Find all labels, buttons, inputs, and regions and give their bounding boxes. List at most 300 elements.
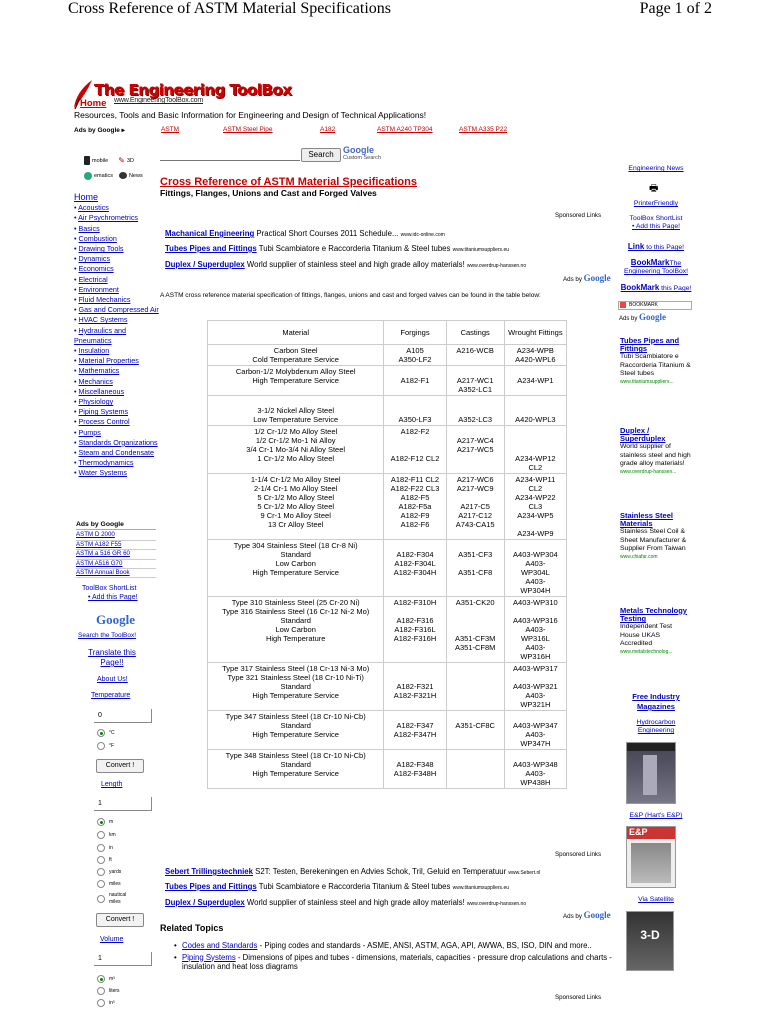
cell-line — [386, 607, 443, 616]
table-cell — [384, 345, 446, 366]
right-ad[interactable]: Stainless Steel Materials Stainless Steel Coil & Sheet Manufacturer & Supplier From Taiwan www.chiafar.com — [620, 511, 687, 561]
mobile-link[interactable]: mobile — [92, 157, 109, 164]
table-cell — [446, 474, 504, 540]
cell-line: High Temperature Service — [252, 376, 339, 385]
table-cell — [208, 366, 384, 396]
cell-line: CL2 — [528, 463, 543, 472]
table-cell — [208, 396, 384, 426]
cell-line: A403-WP317 — [513, 664, 558, 673]
cell-line: Type 317 Stainless Steel (18 Cr-13 Ni-3 Mo) — [222, 664, 370, 673]
share-bookmark-button[interactable]: BOOKMARK — [618, 301, 692, 310]
cell-line: A182-F304L — [394, 559, 436, 568]
sponsored-ad[interactable]: Duplex / Superduplex World supplier of stainless steel and high grade alloy materials! www.overdrup-hanssen.no — [165, 898, 527, 907]
cell-line: A182-F310H — [393, 598, 437, 607]
page-header-title: Cross Reference of ASTM Material Specifications — [68, 0, 392, 17]
cell-line: WP304H — [520, 586, 551, 595]
nav-item[interactable]: • Physiology — [74, 397, 114, 407]
cell-line: A182-F1 — [400, 376, 430, 385]
cell-line: Standard — [280, 721, 311, 730]
cell-line: WP316H — [520, 652, 551, 661]
cell-line: A182-F2 — [400, 427, 430, 436]
cell-line — [386, 445, 443, 454]
unit-radio-in3[interactable]: in³ — [97, 999, 115, 1007]
cell-line: A217-WC9 — [456, 484, 494, 493]
printer-icon[interactable]: 🖶 — [649, 183, 659, 194]
cell-line — [449, 673, 502, 682]
cell-line — [507, 712, 564, 721]
nav-item[interactable]: • Water Systems — [74, 468, 127, 478]
cell-line: High Temperature — [265, 634, 326, 643]
cell-line: 2-1/4 Cr-1 Mo Alloy Steel — [254, 484, 338, 493]
table-row — [208, 474, 567, 540]
table-row — [208, 663, 567, 711]
cell-line: 3-1/2 Nickel Alloy Steel — [257, 406, 335, 415]
ads-by-google-label: Ads by Google ▸ — [74, 127, 125, 134]
cell-line: 1/2 Cr-1/2 Mo-1 Ni Alloy — [255, 436, 336, 445]
nav-item[interactable]: • Steam and Condensate — [74, 448, 155, 458]
cell-line: 13 Cr Alloy Steel — [267, 520, 324, 529]
ep-cover-logo: E&P — [627, 827, 675, 839]
logo-home-link[interactable]: Home — [80, 98, 107, 109]
share-icon — [620, 302, 626, 308]
table-cell — [504, 474, 566, 540]
cell-line — [386, 406, 443, 415]
cell-line — [449, 397, 502, 406]
sketchup-icon[interactable] — [84, 172, 92, 180]
cell-line: Low Temperature Service — [253, 415, 339, 424]
cell-line: A351-CK20 — [455, 598, 495, 607]
cell-line — [449, 625, 502, 634]
cell-line: A403-WP347 — [513, 721, 558, 730]
left-ad-link[interactable]: ASTM a 516 GR 60 — [76, 550, 156, 559]
left-ad-link[interactable]: ASTM Annual Book — [76, 569, 156, 578]
ads-by-google-right[interactable]: Ads by Google — [619, 312, 667, 322]
cell-line — [449, 682, 502, 691]
cell-line: 1-1/4 Cr-1/2 Mo Alloy Steel — [250, 475, 341, 484]
cell-line: Standard — [280, 616, 311, 625]
cell-line: A403-WP304 — [513, 550, 558, 559]
table-cell — [384, 711, 446, 750]
table-cell — [446, 345, 504, 366]
cell-line — [449, 427, 502, 436]
unit-radio-length[interactable]: m — [97, 818, 113, 826]
unit-radio-length[interactable]: km — [97, 831, 116, 839]
nav-item[interactable]: • Process Control — [74, 417, 130, 427]
cell-line: A182-F347H — [393, 730, 437, 739]
nav-item[interactable]: • Pumps — [74, 427, 101, 437]
cell-line: WP347H — [520, 739, 551, 748]
site-tagline: Resources, Tools and Basic Information for Engineering and Design of Technical Applications! — [74, 110, 427, 120]
cell-line — [449, 616, 502, 625]
cell-line — [507, 367, 564, 376]
table-row — [208, 597, 567, 663]
table-row — [208, 711, 567, 750]
google-logo[interactable]: Google — [96, 612, 135, 627]
unit-radio-length[interactable]: yards — [97, 868, 121, 876]
cell-line — [449, 691, 502, 700]
left-ad-link[interactable]: ASTM A516 G70 — [76, 560, 156, 569]
cell-line: Carbon-1/2 Molybdenum Alloy Steel — [235, 367, 356, 376]
icon-links — [84, 154, 156, 182]
news-icon[interactable] — [119, 172, 127, 179]
length-input[interactable]: 1 — [94, 797, 152, 811]
shortlist-link[interactable]: ToolBox ShortList — [82, 585, 137, 592]
top-ad-link[interactable]: ASTM A335 P22 — [459, 126, 508, 133]
top-ad-link[interactable]: ASTM — [161, 126, 180, 133]
temperature-input[interactable]: 0 — [94, 709, 152, 723]
table-cell — [208, 597, 384, 663]
unit-radio-liters[interactable]: liters — [97, 987, 120, 995]
add-page-link[interactable]: • Add this Page! — [88, 594, 138, 601]
top-ad-link[interactable]: ASTM A240 TP304 — [377, 126, 433, 133]
cell-line: A234-WP5 — [517, 511, 554, 520]
column-header: Castings — [446, 321, 504, 345]
cell-line: A182-F321 — [396, 682, 434, 691]
hydrocarbon-engineering-link[interactable]: Hydrocarbon Engineering — [636, 719, 676, 735]
sponsored-ad[interactable]: Tubes Pipes and Fittings Tubi Scambiatore e Raccorderia Titanium & Steel tubes www.titaniumsuppliers.eu — [165, 882, 510, 891]
cell-line: 5 Cr-1/2 Mo Alloy Steel — [257, 502, 335, 511]
table-cell — [504, 396, 566, 426]
table-cell — [384, 540, 446, 597]
nav-item[interactable]: • Fluid Mechanics — [74, 295, 131, 305]
cell-line: A403- — [525, 730, 546, 739]
bookmark-toolbox-link[interactable]: BookMarkThe Engineering ToolBox! — [623, 258, 689, 275]
column-header: Forgings — [384, 321, 446, 345]
related-topics-heading: Related Topics — [160, 923, 224, 933]
table-cell — [446, 426, 504, 474]
left-nav — [74, 192, 160, 479]
mobile-icon[interactable] — [84, 156, 90, 165]
table-cell — [446, 597, 504, 663]
cell-line: 5 Cr-1/2 Mo Alloy Steel — [257, 493, 335, 502]
cell-line: 1 Cr-1/2 Mo Alloy Steel — [257, 454, 335, 463]
cell-line — [449, 454, 502, 463]
cell-line — [449, 751, 502, 760]
top-ad-link[interactable]: A182 — [320, 126, 336, 133]
unit-radio-m3[interactable]: m³ — [97, 975, 115, 983]
table-cell — [446, 711, 504, 750]
cell-line — [386, 673, 443, 682]
cell-line — [386, 712, 443, 721]
table-cell — [504, 345, 566, 366]
cell-line — [449, 607, 502, 616]
cell-line — [449, 406, 502, 415]
left-ads-block — [76, 521, 156, 578]
nav-item[interactable]: • Drawing Tools — [74, 244, 124, 254]
left-shortlist — [82, 584, 160, 602]
cell-line — [507, 436, 564, 445]
related-topic-link[interactable]: Piping Systems — [182, 952, 236, 962]
nav-item[interactable]: • Economics — [74, 264, 114, 274]
unit-radio-length[interactable]: miles — [97, 880, 121, 888]
nav-item[interactable]: • Miscellaneous — [74, 386, 125, 396]
cell-line: A403- — [525, 577, 546, 586]
news-link[interactable]: News — [128, 172, 143, 179]
cell-line: A182-F316 — [396, 616, 434, 625]
cell-line: A351-CF8 — [458, 568, 493, 577]
pdf-page-header — [68, 0, 712, 20]
table-cell — [208, 345, 384, 366]
cell-line: A182-F11 CL2 — [390, 475, 440, 484]
cell-line — [507, 397, 564, 406]
nav-item[interactable]: • Basics — [74, 223, 100, 233]
unit-radio-length[interactable]: in — [97, 844, 113, 852]
cell-line: CL2 — [528, 484, 543, 493]
logo-url[interactable]: www.EngineeringToolBox.com — [114, 97, 203, 104]
related-topics-list — [174, 941, 620, 974]
nav-item[interactable]: • Combustion — [74, 233, 117, 243]
nav-item[interactable]: • Gas and Compressed Air — [74, 305, 159, 315]
nav-item[interactable]: • Environment — [74, 284, 119, 294]
table-cell — [384, 474, 446, 540]
engineering-news-link[interactable]: Engineering News — [628, 165, 684, 172]
cell-line — [449, 712, 502, 721]
left-ad-link[interactable]: ASTM A182 F55 — [76, 541, 156, 550]
nav-item[interactable]: • Air Psychrometrics — [74, 213, 139, 223]
related-topic-link[interactable]: Codes and Standards — [182, 941, 258, 950]
astm-cross-reference-table — [207, 320, 567, 789]
cell-line: A182-F9 — [400, 511, 430, 520]
nav-home-link[interactable]: Home — [74, 192, 99, 202]
link-to-page[interactable]: Link to this Page! — [627, 242, 685, 251]
cell-line — [386, 436, 443, 445]
volume-label[interactable]: Volume — [100, 936, 124, 943]
pencil-3d-icon[interactable]: ✎ — [118, 155, 125, 165]
right-ad[interactable]: Duplex / Superduplex World supplier of stainless steel and high grade alloy materials! www.overdrup-hanssen... — [620, 426, 691, 476]
table-cell — [504, 750, 566, 789]
cell-line: A403-WP316 — [513, 616, 558, 625]
cell-line: A351-CF8M — [454, 643, 496, 652]
cell-line: A182-F316H — [393, 634, 437, 643]
convert-temperature-button[interactable]: Convert ! — [96, 759, 144, 773]
nav-item[interactable]: • Insulation — [74, 346, 110, 356]
table-row — [208, 345, 567, 366]
table-cell — [208, 540, 384, 597]
cell-line — [507, 445, 564, 454]
cell-line: Standard — [280, 550, 311, 559]
ads-by-google[interactable]: Ads by Google — [563, 910, 611, 920]
related-topic-item: • Codes and Standards - Piping codes and standards - ASME, ANSI, ASTM, AGA, API, AWWA, BS, ISO, DIN and more.. — [174, 941, 620, 951]
cell-line — [386, 664, 443, 673]
nav-item[interactable]: • Dynamics — [74, 254, 111, 264]
sponsored-ad[interactable]: Duplex / Superduplex World supplier of stainless steel and high grade alloy materials! www.overdrup-hanssen.no — [165, 260, 527, 269]
nav-item[interactable]: • Electrical — [74, 274, 108, 284]
cell-line: A182-F316L — [394, 625, 436, 634]
nav-item[interactable]: • Acoustics — [74, 203, 109, 213]
temperature-label[interactable]: Temperature — [91, 692, 131, 699]
nav-item[interactable]: • HVAC Systems — [74, 315, 128, 325]
sponsored-links-label: Sponsored Links — [555, 851, 602, 858]
cell-line: WP438H — [520, 778, 551, 787]
cell-line: A234-WPB — [516, 346, 554, 355]
cell-line: A217-WC1 — [456, 376, 494, 385]
page-number: Page 1 of 2 — [639, 0, 712, 17]
nav-item[interactable]: • Material Properties — [74, 356, 139, 366]
cell-line — [386, 397, 443, 406]
via-satellite-link[interactable]: Via Satellite — [638, 896, 674, 903]
related-topic-item: • Piping Systems - Dimensions of pipes and tubes - dimensions, materials, capacities - pressure drop calculations and charts - insulation and heat loss diagrams — [174, 953, 620, 972]
table-cell — [504, 663, 566, 711]
cell-line — [210, 397, 381, 406]
table-cell — [208, 474, 384, 540]
page-title[interactable]: Cross Reference of ASTM Material Specifications — [160, 176, 417, 188]
table-row — [208, 396, 567, 426]
sponsored-ad[interactable]: Sebert Trillingstechniek S2T: Testen, Berekeningen en Advies Schok, Tril, Geluid en Temperatuur www.Sebert.nl — [165, 867, 541, 876]
nav-item[interactable]: • Hydraulics and Pneumatics — [74, 325, 127, 345]
table-cell — [446, 366, 504, 396]
left-ad-link[interactable]: ASTM D 2000 — [76, 531, 156, 540]
right-ad[interactable]: Tubes Pipes and Fittings Tubi Scambiatore e Raccorderia Titanium & Steel tubes www.titaniumsuppliers... — [620, 336, 691, 386]
translate-link[interactable]: Translate this Page!! — [88, 648, 136, 667]
cell-line — [449, 730, 502, 739]
cell-line — [507, 406, 564, 415]
unit-radio-length[interactable]: nautical miles — [97, 892, 135, 906]
right-shortlist[interactable]: ToolBox ShortList • Add this Page! — [629, 215, 683, 230]
cell-line: A216-WCB — [456, 346, 494, 355]
intro-text: A ASTM cross reference material specification of fittings, flanges, unions and cast and forged valves can be found in the table below: — [160, 292, 541, 299]
printer-friendly-link[interactable]: PrinterFriendly — [633, 200, 679, 207]
cell-line — [449, 367, 502, 376]
cell-line: A403- — [525, 559, 546, 568]
cell-line: A217-C12 — [458, 511, 493, 520]
top-ad-link[interactable]: ASTM Steel Pipe — [223, 126, 273, 133]
length-label[interactable]: Length — [101, 781, 123, 788]
cell-line — [507, 607, 564, 616]
sponsored-ad[interactable]: Tubes Pipes and Fittings Tubi Scambiatore e Raccorderia Titanium & Steel tubes www.titaniumsuppliers.eu — [165, 244, 510, 253]
cell-line: WP304L — [520, 568, 550, 577]
cell-line: A352-LC3 — [458, 415, 493, 424]
cell-line: A105 — [406, 346, 424, 355]
cell-line: A182-F5 — [400, 493, 430, 502]
search-input[interactable] — [160, 148, 300, 161]
cell-line: A403- — [525, 691, 546, 700]
cell-line: Type 348 Stainless Steel (18 Cr-10 Ni-Cb) — [225, 751, 366, 760]
table-cell — [384, 366, 446, 396]
cell-line — [507, 751, 564, 760]
cell-line: A234-WP22 — [515, 493, 556, 502]
cell-line — [449, 559, 502, 568]
cell-line: A234-WP1 — [517, 376, 554, 385]
unit-radio-fahrenheit[interactable]: °F — [97, 742, 114, 750]
cell-line: Low Carbon — [275, 625, 316, 634]
ep-magazine-link[interactable]: E&P (Hart's E&P) — [629, 812, 683, 819]
table-cell — [384, 426, 446, 474]
cell-line: A217-WC4 — [456, 436, 494, 445]
cell-line: A743-CA15 — [455, 520, 495, 529]
hydrocarbon-magazine-cover[interactable] — [626, 742, 676, 804]
table-cell — [504, 426, 566, 474]
nav-item[interactable]: • Thermodynamics — [74, 458, 134, 468]
cell-line: A403- — [525, 643, 546, 652]
ads-by-google[interactable]: Ads by Google — [563, 273, 611, 283]
cell-line: A420-WPL3 — [515, 415, 556, 424]
table-cell — [446, 396, 504, 426]
cell-line: A182-F304 — [396, 550, 434, 559]
volume-input[interactable]: 1 — [94, 952, 152, 966]
table-cell — [504, 366, 566, 396]
cell-line: A182-F5a — [398, 502, 432, 511]
cell-line: A403- — [525, 625, 546, 634]
table-cell — [208, 426, 384, 474]
table-cell — [384, 750, 446, 789]
cell-line: A351-CF8C — [455, 721, 495, 730]
table-cell — [208, 750, 384, 789]
unit-radio-length[interactable]: ft — [97, 856, 112, 864]
table-cell — [504, 711, 566, 750]
cell-line: High Temperature Service — [252, 769, 339, 778]
bookmark-page-link[interactable]: BookMark this Page! — [620, 283, 692, 292]
nav-item[interactable]: • Mathematics — [74, 366, 120, 376]
cell-line — [386, 751, 443, 760]
cell-line — [449, 769, 502, 778]
table-row — [208, 750, 567, 789]
nav-item[interactable]: • Standards Organizations — [74, 437, 158, 447]
table-row — [208, 426, 567, 474]
convert-length-button[interactable]: Convert ! — [96, 913, 144, 927]
table-cell — [384, 663, 446, 711]
cell-line — [386, 541, 443, 550]
nav-item[interactable]: • Piping Systems — [74, 407, 129, 417]
cell-line — [507, 427, 564, 436]
ep-magazine-cover[interactable] — [626, 826, 676, 888]
cell-line: A182-F348H — [393, 769, 437, 778]
cell-line: A182-F6 — [400, 520, 430, 529]
cell-line: A351-CF3 — [458, 550, 493, 559]
cell-line: High Temperature Service — [252, 568, 339, 577]
table-cell — [504, 597, 566, 663]
cell-line: A182-F348 — [396, 760, 434, 769]
table-cell — [384, 597, 446, 663]
cell-line: Low Carbon — [275, 559, 316, 568]
cell-line: A350-LF3 — [398, 415, 432, 424]
3d-link[interactable]: 3D — [126, 157, 134, 164]
unit-radio-celsius[interactable]: °C — [97, 729, 115, 737]
search-button[interactable]: Search — [301, 148, 341, 162]
cell-line — [507, 520, 564, 529]
about-us-link[interactable]: About Us! — [97, 676, 128, 683]
cell-line: CL3 — [528, 502, 543, 511]
column-header: Material — [208, 321, 384, 345]
cell-line: High Temperature Service — [252, 730, 339, 739]
via-cover-title: 3-D — [640, 928, 660, 942]
cell-line — [449, 355, 502, 364]
cell-line: Type 310 Stainless Steel (25 Cr-20 Ni) — [231, 598, 360, 607]
cell-line — [449, 541, 502, 550]
cell-line: A234-WP9 — [517, 529, 554, 538]
table-cell — [446, 750, 504, 789]
cell-line: Carbon Steel — [273, 346, 318, 355]
right-ad[interactable]: Metals Technology Testing Independent Test House UKAS Accredited www.metalstechnolog... — [620, 606, 687, 656]
nav-item[interactable]: • Mechanics — [74, 376, 113, 386]
sponsored-links-label: Sponsored Links — [555, 994, 602, 1001]
sponsored-ad[interactable]: Machanical Engineering Practical Short Courses 2011 Schedule... www.idc-online.com — [165, 229, 445, 238]
logo-title: The Engineering ToolBox — [94, 81, 292, 99]
cell-line: A234-WP12 — [515, 454, 556, 463]
cell-line: A182-F347 — [396, 721, 434, 730]
free-magazines-link[interactable]: Free Industry Magazines — [632, 692, 680, 711]
cell-line: Type 316 Stainless Steel (16 Cr-12 Ni-2 Mo) — [222, 607, 370, 616]
cell-line: Standard — [280, 682, 311, 691]
search-toolbox-link[interactable]: Search the ToolBox! — [78, 632, 137, 639]
schematics-link[interactable]: ematics — [94, 172, 113, 179]
sponsored-links-label: Sponsored Links — [555, 212, 602, 219]
cell-line: A217-WC5 — [456, 445, 494, 454]
cell-line: A420-WPL6 — [515, 355, 556, 364]
cell-line: A350-LF2 — [398, 355, 432, 364]
cell-line: A182-F304H — [393, 568, 437, 577]
via-satellite-cover[interactable] — [626, 911, 674, 971]
cell-line: A403- — [525, 769, 546, 778]
